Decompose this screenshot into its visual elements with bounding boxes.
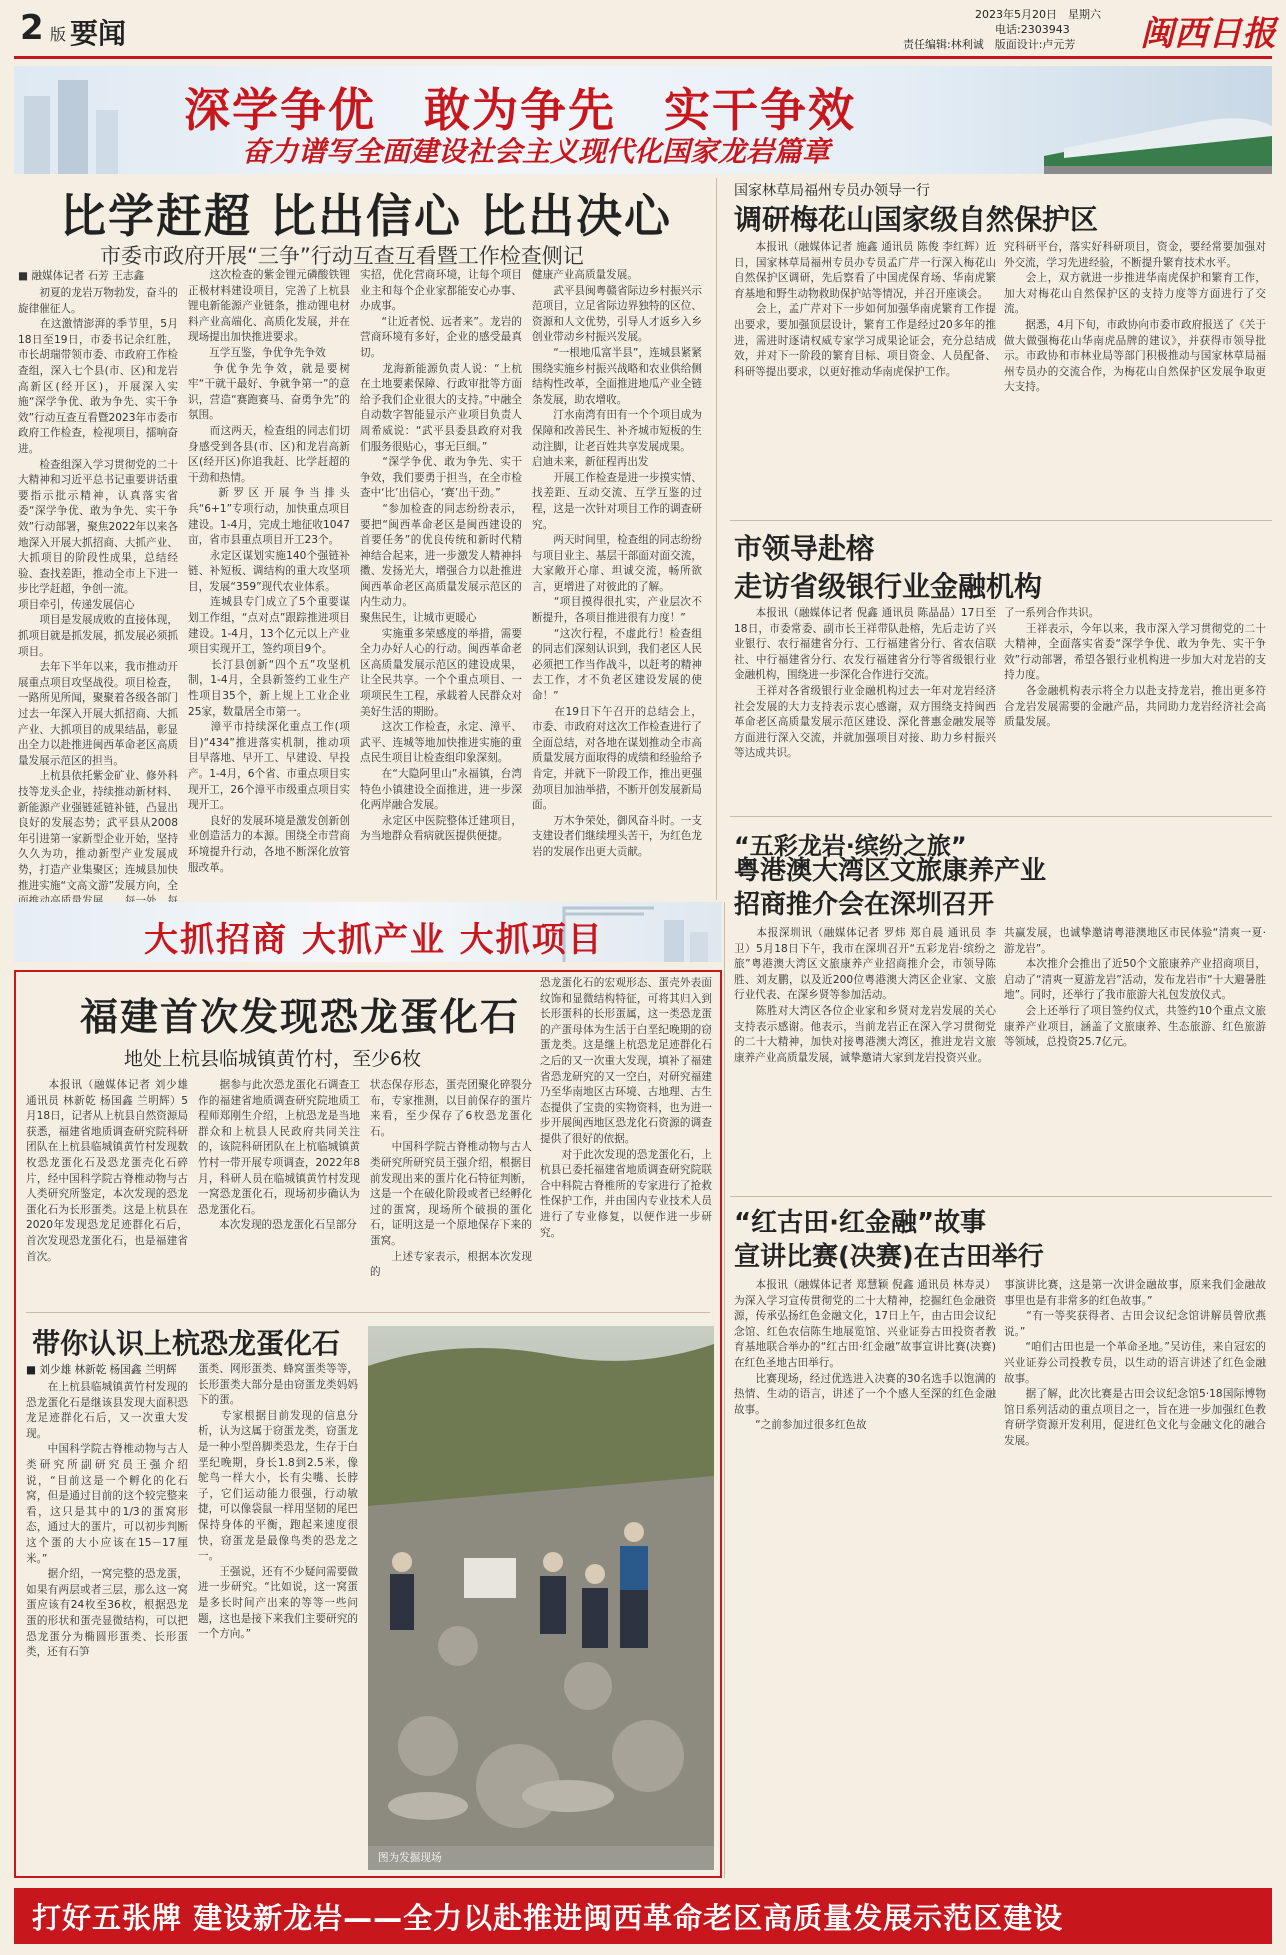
page-number: 2 xyxy=(20,8,44,48)
side1-headline: 调研梅花山国家级自然保护区 xyxy=(734,203,1099,236)
dino-column-4: 恐龙蛋化石的宏观形态、蛋壳外表面纹饰和显微结构特征，可将其归入到长形蛋科的长形蛋属，这一类恐龙蛋的产蛋母体为生活于白垩纪晚期的窃蛋龙类。这是继上杭恐龙足迹群化石之后的又一次重大发现，填补了福建省恐龙研究的又一空白，对研究福建乃至华南地区古环境、古地理、古生态提供了宝贵的实物资料，也为进一步开展闽西地区恐龙化石资源的调查提供了很好的依据。 对于此次发现的恐龙蛋化石，上杭县已委托福建省地质调查研究院联合中科院古脊椎所的专家进行了抢救性保护工作，并由国内专业技术人员进行了专业修复，以便作进一步研究。 xyxy=(540,977,712,1239)
photo-caption: 图为发掘现场 xyxy=(378,1852,442,1864)
lead-headline: 比学赶超 比出信心 比出决心 xyxy=(60,189,673,243)
building-silhouette-icon xyxy=(14,66,174,174)
lead-column-4: 健康产业高质量发展。 武平县闽粤赣省际边乡村振兴示范项目，立足省际边界独特的区位、资源和人文优势，引导人才返乡入乡创业带动乡村振兴发展。 “一根地瓜富半县”，连城县紧紧围绕实施乡村振兴战略和农业供给侧结构性改革，全面推进地瓜产业全链条发展，助农增收。 汀水南湾有田有一个个项目成为保障和改善民生、补齐城市短板的生动注脚，让老百姓共享发展成果。 启迪未来，新征程再出发 开展工作检查是进一步摸实情、找差距、互动交流、互学互鉴的过程，这是一次针对项目工作的调查研究。 两天时间里，检查组的同志纷纷与项目业主、基层干部面对面交流，大家敞开心扉、坦诚交流，畅所欲言，更增进了对彼此的了解。 “项目摸得很扎实，产业层次不断提升，各项目推进很有力度！” “这次行程，不虚此行！检查组的同志们深刻认识到，我们老区人民必须把工作当作战斗，以赶考的精神去工作，才不负老区建设发展的使命！” 在19日下午召开的总结会上，市委、市政府对这次工作检查进行了全面总结，对各地在谋划推动全市高质量发展方面取得的成绩和经验给予肯定，并就下一阶段工作，推出更强劲项目加油举措，不断开创发展新局面。 万木争荣处，御风奋斗时。一支支建设者们继续埋头苦干，为红色龙岩的发展作出更大贡献。 xyxy=(532,269,702,858)
footer-slogan: 打好五张牌 建设新龙岩——全力以赴推进闽西革命老区高质量发展示范区建设 xyxy=(32,1901,1064,1935)
phone: 电话:2303943 xyxy=(995,23,1070,36)
issue-date: 2023年5月20日 星期六 xyxy=(975,8,1101,21)
train-illustration-icon xyxy=(1044,86,1272,174)
dino2-byline: ■ 刘少雄 林新乾 杨国鑫 兰明辉 xyxy=(26,1364,177,1376)
excavation-photo xyxy=(368,1326,714,1870)
side2-column-1: 本报讯（融媒体记者 倪鑫 通讯员 陈晶晶）17日至18日，市委常委、副市长王祥带队赴榕，先后走访了兴业银行、农行福建省分行、工行福建省分行、省农信联社、中行福建省分行、农发行福建省分行等省级银行业金融机构，围绕进一步深化合作进行交流。 王祥对各省级银行业金融机构过去一年对龙岩经济社会发展的大力支持表示衷心感谢，双方围绕支持闽西革命老区高质量发展示范区建设、深化普惠金融发展等方面进行深入交流，并就加强项目对接、助力乡村振兴等达成共识。 xyxy=(734,607,996,760)
side1-column-2: 究科研平台，落实好科研项目，资金，要经常要加强对外交流，学习先进经验，不断提升繁育技术水平。 会上，双方就进一步推进华南虎保护和繁育工作，加大对梅花山自然保护区的支持力度等方面进行了交流。 据悉，4月下旬，市政协向市委市政府报送了《关于做大做强梅花山华南虎品牌的建议》，并获得市领导批示。市政协和市林业局等部门积极推动与国家林草局福州专员办的交流合作，为梅花山自然保护区发展争取更大支持。 xyxy=(1004,241,1266,394)
side1-column-1: 本报讯（融媒体记者 施鑫 通讯员 陈俊 李红辉）近日，国家林草局福州专员办专员孟广芹一行深入梅花山自然保护区调研，先后察看了中国虎保育场、华南虎繁育基地和野生动物救助保护站等情况，并召开座谈会。 会上，孟广芹对下一步如何加强华南虎繁育工作提出要求，要加强顶层设计，繁育工作是经过20多年的推进，需进时逐请权威专家学习成果论证会，充分总结成效，并对下一阶段的繁育目标、项目资金、人员配备、科研等提出要求，以更好推动华南虎保护工作。 xyxy=(734,241,996,378)
lead-column-2: 这次检查的紫金锂元磷酸铁锂正极材料建设项目，完善了上杭县锂电新能源产业链条，推动锂电材料产业高端化、高质化发展，并在现场提出加快推进要求。 互学互鉴，争优争先争效 争优争先争效，就是要树牢“干就干最好、争就争第一”的意识，营造“赛跑赛马、奋勇争先”的氛围。 而这两天，检查组的同志们切身感受到各县(市、区)和龙岩高新区(经开区)你追我赶、比学赶超的干劲和热情。 新罗区开展争当排头兵“6+1”专项行动，加快重点项目建设。1-4月，完成土地征收1047亩，省市县重点项目开工23个。 永定区谋划实施140个强链补链、补短板、调结构的重大攻坚项目，发展“359”现代农业体系。 连城县专门成立了5个重要谋划工作组，“点对点”跟踪推进项目建设。1-4月，13个亿元以上产业项目实现开工，签约项目9个。 长汀县创新“四个五”攻坚机制，1-4月，全县新签约工业生产性项目35个，新上规上工业企业25家，数量居全市第一。 漳平市持续深化重点工作(项目)“434”推进落实机制，推动项目早落地、早开工、早建设、早投产。1-4月，6个省、市重点项目实现开工，26个漳平市级重点项目实现开工。 良好的发展环境是激发创新创业创造活力的本源。围绕全市营商环境提升行动，各地不断深化放管服改革。 xyxy=(188,269,350,874)
dino-column-3: 状态保存形态，蛋壳团聚化碎裂分布，专家推测，以目前保存的蛋片来看，至少保存了6枚恐龙蛋化石。 中国科学院古脊椎动物与古人类研究所研究员王强介绍，根据目前发现出来的蛋片化石特征判断，这是一个在破化阶段或者已经孵化过的蛋窝，现场所个破损的蛋化石，证明这是一个原地保存下来的蛋窝。 上述专家表示，根据本次发现的 xyxy=(370,1079,532,1279)
section-name: 要闻 xyxy=(70,17,127,50)
side3-rule xyxy=(730,1196,1272,1197)
side2-column-2: 了一系列合作共识。 王祥表示，今年以来，我市深入学习贯彻党的二十大精神，全面落实省委“深学争优、敢为争先、实干争效”行动部署，希望各银行业机构进一步加大对龙岩的支持力度。 各金融机构表示将全力以赴支持龙岩，推出更多符合龙岩发展需要的金融产品，共同助力龙岩经济社会高质量发展。 xyxy=(1004,607,1266,729)
side3-headline: 粤港澳大湾区文旅康养产业 招商推介会在深圳召开 xyxy=(734,856,1047,920)
dino-inner-rule xyxy=(26,1312,710,1313)
side1-rule xyxy=(730,520,1272,521)
editors: 责任编辑:林利诚 版面设计:卢元芳 xyxy=(903,38,1076,51)
dino-column-1: 本报讯（融媒体记者 刘少雄 通讯员 林新乾 杨国鑫 兰明辉）5月18日，记者从上杭县自然资源局获悉，福建省地质调查研究院科研团队在上杭县临城镇黄竹村发现数枚恐龙蛋化石及恐龙蛋壳化石碎片，经中国科学院古脊椎动物与古人类研究所鉴定，本次发现的恐龙蛋化石为长形蛋类。这是上杭县在2020年发现恐龙足迹群化石后，首次发现恐龙蛋化石，也是福建省首次。 xyxy=(26,1079,192,1263)
lead-subheadline: 市委市政府开展“三争”行动互查互看暨工作检查侧记 xyxy=(100,244,584,268)
right-divider xyxy=(724,902,725,1878)
lead-divider xyxy=(716,178,717,900)
masthead-rule xyxy=(14,56,1272,59)
lead-column-1: 初夏的龙岩万物勃发，奋斗的旋律催征人。 在这激情澎湃的季节里，5月18日至19日，市委书记余红胜，市长胡瑞带领市委、市政府工作检查组，深入七个县(市、区)和龙岩高新区(经开区)，开展深入实施“深学争优、敢为争先、实干争效”行动互查互看暨2023年市委市政府工作检查，检视项目，擂响奋进。 检查组深入学习贯彻党的二十大精神和习近平总书记重要讲话重要指示批示精神，认真落实省委“深学争优、敢为争先、实干争效”行动部署，聚焦2022年以来各地深入开展大抓招商、大抓产业、大抓项目的阶段性成果，总结经验、查找差距，推动全市上下进一步比学赶超，争创一流。 项目牵引，传递发展信心 项目是发展成败的直接体现，抓项目就是抓发展，抓发展必须抓项目。 去年下半年以来，我市推动开展重点项目攻坚战役。项目检查，一路所见所闻，聚聚着各级各部门过去一年深入开展大抓招商、大抓产业、大抓项目的成果结晶，彰显出全力以赴推进闽西革命老区高质量发展示范区的担当。 上杭县依托紫金矿业、修外科技等龙头企业，持续推动新材料、新能源产业强链延链补链，凸显出良好的发展态势；武平县从2008年引进第一家新型企业开始，坚持久久为功，推动新型产业发展成势，打造产业集聚区；连城县加快推进实施“文高文游”发展方向，全 xyxy=(18,287,178,892)
dino-column-2: 据参与此次恐龙蛋化石调查工作的福建省地质调查研究院地质工程师郑刚生介绍，上杭恐龙是当地群众和上杭县人民政府共同关注的，该院科研团队在上杭临城镇黄竹村一带开展专项调查，2022年8月，科研人员在临城镇黄竹村发现一窝恐龙蛋化石，现场初步确认为恐龙蛋化石。 本次发现的恐龙蛋化石呈部分 xyxy=(198,1079,360,1232)
side3-column-1: 本报深圳讯（融媒体记者 罗炜 郑自晨 通讯员 李卫）5月18日下午，我市在深圳召开“五彩龙岩·缤纷之旅”粤港澳大湾区文旅康养产业招商推介会，市领导陈胜、刘友鹏，以及近200位粤港澳大湾区企业家、文旅行业代表、在深乡贤等参加活动。 陈胜对大湾区各位企业家和乡贤对龙岩发展的关心支持表示感谢。他表示，当前龙岩正在深入学习贯彻党的二十大精神，加快对接粤港澳大湾区，推进龙岩文旅康养产业高质量发展，诚挚邀请大家到龙岩投资兴业。 xyxy=(734,927,996,1064)
excavation-scene-icon xyxy=(368,1326,714,1846)
side4-column-1: 本报讯（融媒体记者 郑慧颖 倪鑫 通讯员 林寿灵）为深入学习宣传贯彻党的二十大精神，挖掘红色金融资源，传承弘扬红色金融文化，17日上午，由古田会议纪念馆、红色农信陈生地展览馆、兴业证券古田投资者教育基地联合举办的“红古田·红金融”故事宣讲比赛(决赛)在红色圣地古田举行。 比赛现场，经过优选进入决赛的30名选手以饱满的热情、生动的语言，讲述了一个个感人至深的红色金融故事。 “之前参加过很多红色故 xyxy=(734,1279,996,1432)
section-band-title: 大抓招商 大抓产业 大抓项目 xyxy=(144,920,604,960)
footer-band xyxy=(14,1888,1272,1944)
side2-rule xyxy=(730,816,1272,817)
newspaper-logo: 闽西日报 xyxy=(1140,14,1276,54)
side4-headline: “红古田·红金融”故事 宣讲比赛(决赛)在古田举行 xyxy=(734,1208,1044,1272)
page-suffix: 版 xyxy=(50,25,67,44)
section-band xyxy=(14,902,722,962)
lead-column-3: 实招，优化营商环境，让每个项目业主和每个企业家都能安心办事、办成事。 “让近者悦、远者来”。龙岩的营商环境有多好，企业的感受最真切。 龙海新能源负责人说：“上杭在土地要素保障、行政审批等方面给予我们企业很大的支持。”中融全自动数字智能显示产业项目负责人周希威说：“武平县委县政府对我们服务很贴心，事无巨细。” “深学争优、敢为争先、实干争效，我们要勇于担当，在全市检查中‘比’出信心，‘赛’出干劲。” “参加检查的同志纷纷表示，要把“闽西革命老区是闽西建设的首要任务”的优良传统和新时代精神结合起来，进一步激发人精神抖擞、发扬光大，增强合力以赴推进闽西革命老区高质量发展示范区的内生动力。 聚焦民生，让城市更暖心 实施重多荣感度的举措，需要全力办好人心的行动。闽西革命老区高质量发展示范区的建设成果，让全民共享。一个个重点项目、一项项民生工程，承载着人民群众对美好生活的期盼。 这次工作检查，永定、漳平、武平、连城等地加快推进实施的重点民生项目让检查组印象深刻。 在“大隐阿里山”永福镇，台湾特色小镇建设全面推进，进一步深化两岸融合发展。 永定区中医院整体迁建项目，为当地群众看病就医提供便捷。 xyxy=(360,269,522,843)
dino2-column-1: 在上杭县临城镇黄竹村发现的恐龙蛋化石是继该县发现大面积恐龙足迹群化石后，又一次重大发现。 中国科学院古脊椎动物与古人类研究所副研究员王强介绍说，“目前这是一个孵化的化石窝，但是通过目前的这个较完整来看，这只是其中的1/3的蛋窝形态，通过大的蛋片，可以初步判断这个蛋的大小应该在15－17厘米。” 据介绍，一窝完整的恐龙蛋，如果有两层或者三层，那么这一窝蛋应该有24枚至36枚，根据恐龙蛋的形状和蛋壳显微结构，可以把恐龙蛋分为椭圆形蛋类、长形蛋类，还有石笋 xyxy=(26,1381,188,1659)
top-banner xyxy=(14,66,1272,174)
dino2-column-2: 蛋类、网形蛋类、蜂窝蛋类等等，长形蛋类大部分是由窃蛋龙类妈妈下的蛋。 专家根据目前发现的信息分析，认为这属于窃蛋龙类，窃蛋龙是一种小型兽脚类恐龙，生存于白垩纪晚期，身长1.8到2.5米，像鸵鸟一样大小，长有尖嘴、长脖子，它们运动能力很强，行动敏捷，可以像袋鼠一样用坚韧的尾巴保持身体的平衡，跑起来速度很快，窃蛋龙是最像鸟类的恐龙之一。 王强说，还有不少疑问需要做进一步研究。“比如说，这一窝蛋是多长时间产出来的等等一些问题，这也是接下来我们主要研究的一个方向。” xyxy=(198,1363,358,1641)
banner-title: 深学争优 敢为争先 实干争效 xyxy=(184,83,856,137)
dino-subheadline: 地处上杭县临城镇黄竹村，至少6枚 xyxy=(124,1048,422,1070)
side2-headline: 市领导赴榕 走访省级银行业金融机构 xyxy=(734,532,1043,603)
dino-headline: 福建首次发现恐龙蛋化石 xyxy=(80,995,521,1039)
lead-byline: ■ 融媒体记者 石芳 王志鑫 xyxy=(18,270,145,282)
side1-kicker: 国家林草局福州专员办领导一行 xyxy=(734,183,930,199)
masthead xyxy=(0,0,1286,58)
dino2-headline: 带你认识上杭恐龙蛋化石 xyxy=(32,1327,341,1360)
side3-column-2: 共赢发展，也诚挚邀请粤港澳地区市民体验“清爽一夏·游龙岩”。 本次推介会推出了近50个文旅康养产业招商项目，启动了“清爽一夏游龙岩”活动，发布龙岩市“十大避暑胜地”。同时，还举行了我市旅游大礼包发放仪式。 会上还举行了项目签约仪式，共签约10个重点文旅康养产业项目，涵盖了文旅康养、生态旅游、红色旅游等领域，总投资25.7亿元。 xyxy=(1004,927,1266,1049)
banner-subtitle: 奋力谱写全面建设社会主义现代化国家龙岩篇章 xyxy=(242,135,831,168)
side4-column-2: 事演讲比赛，这是第一次讲金融故事，原来我们金融故事里也是有非常多的红色故事。” “有一等奖获得者、古田会议纪念馆讲解员曾欣燕说。” “咱们古田也是一个革命圣地。”吴访佳，来自冠宏的兴业证券公司投教专员，以生动的语言讲述了红色金融故事。 据了解，此次比赛是古田会议纪念馆5·18国际博物馆日系列活动的重点项目之一，旨在进一步加强红色教育研学资源开发利用，促进红色文化与金融文化的融合发展。 xyxy=(1004,1279,1266,1447)
side3-kicker: “五彩龙岩·缤纷之旅” xyxy=(734,832,967,860)
